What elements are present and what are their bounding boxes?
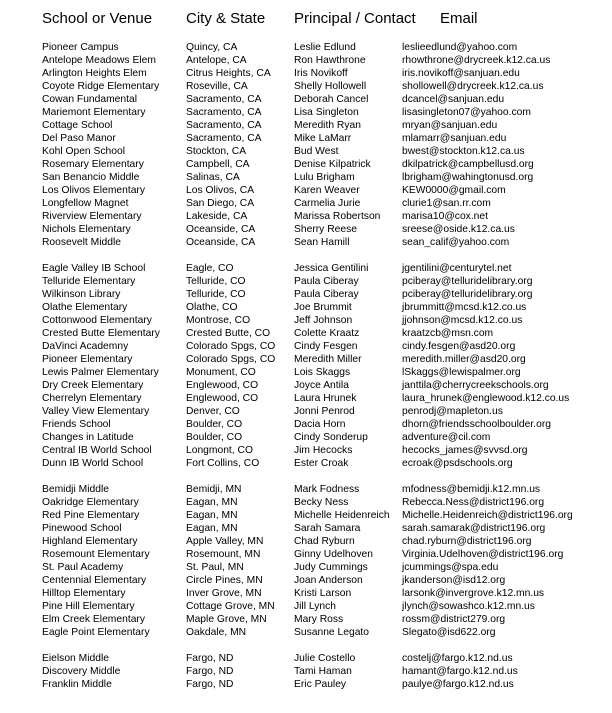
school-name: Cowan Fundamental — [42, 94, 138, 105]
email-address: dcancel@sanjuan.edu — [402, 94, 505, 105]
city-state: Denver, CO — [186, 406, 240, 417]
school-name: Pioneer Elementary — [42, 354, 133, 365]
email-address: laura_hrunek@englewood.k12.co.us — [402, 393, 570, 404]
email-address: dkilpatrick@campbellusd.org — [402, 159, 534, 170]
table-row — [0, 197, 612, 210]
school-name: Cherrelyn Elementary — [42, 393, 142, 404]
city-state: Fort Collins, CO — [186, 458, 260, 469]
city-state: Fargo, ND — [186, 679, 234, 690]
minnesota-group — [0, 483, 612, 639]
school-name: Lewis Palmer Elementary — [42, 367, 159, 378]
table-row — [0, 54, 612, 67]
table-row — [0, 587, 612, 600]
school-name: Highland Elementary — [42, 536, 138, 547]
city-state: Cottage Grove, MN — [186, 601, 275, 612]
column-header-row — [0, 10, 612, 30]
contact-name: Cindy Sonderup — [294, 432, 368, 443]
table-row — [0, 600, 612, 613]
email-address: jjohnson@mcsd.k12.co.us — [402, 315, 523, 326]
contact-name: Shelly Hollowell — [294, 81, 367, 92]
email-address: iris.novikoff@sanjuan.edu — [402, 68, 520, 79]
school-name: Longfellow Magnet — [42, 198, 129, 209]
table-row — [0, 626, 612, 639]
contact-name: Mike LaMarr — [294, 133, 352, 144]
contact-name: Carmelia Jurie — [294, 198, 361, 209]
contact-name: Jessica Gentilini — [294, 263, 369, 274]
city-state: Boulder, CO — [186, 419, 243, 430]
school-name: Del Paso Manor — [42, 133, 116, 144]
school-name: Oakridge Elementary — [42, 497, 139, 508]
table-row — [0, 548, 612, 561]
school-name: Dry Creek Elementary — [42, 380, 144, 391]
contact-name: Tami Haman — [294, 666, 352, 677]
school-name: Changes in Latitude — [42, 432, 134, 443]
contact-name: Dacia Horn — [294, 419, 346, 430]
email-address: pciberay@telluridelibrary.org — [402, 276, 533, 287]
email-address: sreese@oside.k12.ca.us — [402, 224, 515, 235]
contact-name: Joe Brummit — [294, 302, 352, 313]
email-address: larsonk@invergrove.k12.mn.us — [402, 588, 545, 599]
email-address: jgentilini@centurytel.net — [402, 263, 512, 274]
school-name: Pinewood School — [42, 523, 122, 534]
city-state: Oceanside, CA — [186, 237, 256, 248]
email-address: mryan@sanjuan.edu — [402, 120, 498, 131]
contact-name: Jill Lynch — [294, 601, 336, 612]
school-name: San Benancio Middle — [42, 172, 140, 183]
contact-name: Paula Ciberay — [294, 289, 359, 300]
city-state: Bemidji, MN — [186, 484, 242, 495]
contact-name: Marissa Robertson — [294, 211, 381, 222]
table-row — [0, 210, 612, 223]
city-state: Oceanside, CA — [186, 224, 256, 235]
city-state: Eagan, MN — [186, 510, 238, 521]
city-state: Oakdale, MN — [186, 627, 247, 638]
contact-name: Cindy Fesgen — [294, 341, 358, 352]
city-state: Eagle, CO — [186, 263, 234, 274]
city-state: St. Paul, MN — [186, 562, 244, 573]
city-state: Sacramento, CA — [186, 120, 262, 131]
california-group — [0, 41, 612, 249]
email-address: jlynch@sowashco.k12.mn.us — [402, 601, 535, 612]
email-address: bwest@stockton.k12.ca.us — [402, 146, 525, 157]
table-row — [0, 275, 612, 288]
city-state: Eagan, MN — [186, 497, 238, 508]
contact-name: Lois Skaggs — [294, 367, 351, 378]
table-row — [0, 418, 612, 431]
contact-name: Meredith Miller — [294, 354, 362, 365]
email-address: Slegato@isd622.org — [402, 627, 496, 638]
school-name: Pioneer Campus — [42, 42, 119, 53]
school-name: Eielson Middle — [42, 653, 109, 664]
school-name: Red Pine Elementary — [42, 510, 140, 521]
school-name: Coyote Ridge Elementary — [42, 81, 160, 92]
contact-name: Mark Fodness — [294, 484, 360, 495]
city-state: Los Olivos, CA — [186, 185, 255, 196]
email-address: Virginia.Udelhoven@district196.org — [402, 549, 564, 560]
contact-name: Michelle Heidenreich — [294, 510, 390, 521]
email-address: kraatzcb@msn.com — [402, 328, 494, 339]
school-name: Mariemont Elementary — [42, 107, 146, 118]
header-school: School or Venue — [42, 10, 153, 27]
school-name: Rosemount Elementary — [42, 549, 150, 560]
contact-name: Lisa Singleton — [294, 107, 359, 118]
school-name: Telluride Elementary — [42, 276, 136, 287]
email-address: leslieedlund@yahoo.com — [402, 42, 518, 53]
contact-name: Becky Ness — [294, 497, 349, 508]
table-row — [0, 106, 612, 119]
email-address: lSkaggs@lewispalmer.org — [402, 367, 521, 378]
city-state: Citrus Heights, CA — [186, 68, 271, 79]
table-row — [0, 145, 612, 158]
contact-name: Laura Hrunek — [294, 393, 357, 404]
table-row — [0, 613, 612, 626]
contact-name: Kristi Larson — [294, 588, 352, 599]
city-state: Montrose, CO — [186, 315, 251, 326]
city-state: Colorado Spgs, CO — [186, 354, 276, 365]
table-row — [0, 236, 612, 249]
school-name: Arlington Heights Elem — [42, 68, 147, 79]
city-state: Sacramento, CA — [186, 133, 262, 144]
email-address: shollowell@drycreek.k12.ca.us — [402, 81, 544, 92]
email-address: janttila@cherrycreekschools.org — [402, 380, 549, 391]
city-state: Eagan, MN — [186, 523, 238, 534]
school-directory-table — [0, 41, 612, 704]
table-row — [0, 678, 612, 691]
email-address: lbrigham@wahingtonusd.org — [402, 172, 534, 183]
table-row — [0, 509, 612, 522]
table-row — [0, 535, 612, 548]
contact-name: Paula Ciberay — [294, 276, 359, 287]
email-address: rossm@district279.org — [402, 614, 506, 625]
table-row — [0, 262, 612, 275]
table-row — [0, 353, 612, 366]
header-city-state: City & State — [186, 10, 266, 27]
table-row — [0, 379, 612, 392]
school-name: Friends School — [42, 419, 111, 430]
school-name: Valley View Elementary — [42, 406, 150, 417]
table-row — [0, 41, 612, 54]
contact-name: Iris Novikoff — [294, 68, 348, 79]
school-name: Riverview Elementary — [42, 211, 142, 222]
email-address: chad.ryburn@district196.org — [402, 536, 532, 547]
email-address: sarah.samarak@district196.org — [402, 523, 546, 534]
table-row — [0, 288, 612, 301]
email-address: meredith.miller@asd20.org — [402, 354, 526, 365]
table-row — [0, 457, 612, 470]
table-row — [0, 184, 612, 197]
email-address: lisasingleton07@yahoo.com — [402, 107, 531, 118]
city-state: Longmont, CO — [186, 445, 253, 456]
table-row — [0, 483, 612, 496]
contact-name: Jeff Johnson — [294, 315, 353, 326]
table-row — [0, 366, 612, 379]
email-address: KEW0000@gmail.com — [402, 185, 506, 196]
table-row — [0, 314, 612, 327]
school-name: Nichols Elementary — [42, 224, 131, 235]
school-name: Kohl Open School — [42, 146, 126, 157]
school-name: Hilltop Elementary — [42, 588, 126, 599]
email-address: Rebecca.Ness@district196.org — [402, 497, 545, 508]
city-state: Rosemount, MN — [186, 549, 261, 560]
city-state: Antelope, CA — [186, 55, 247, 66]
header-contact: Principal / Contact — [294, 10, 416, 27]
email-address: mfodness@bemidji.k12.mn.us — [402, 484, 541, 495]
table-row — [0, 652, 612, 665]
contact-name: Denise Kilpatrick — [294, 159, 371, 170]
contact-name: Joyce Antila — [294, 380, 349, 391]
school-name: Eagle Valley IB School — [42, 263, 146, 274]
school-name: Los Olivos Elementary — [42, 185, 146, 196]
email-address: dhorn@friendsschoolboulder.org — [402, 419, 551, 430]
city-state: Englewood, CO — [186, 393, 259, 404]
contact-name: Julie Costello — [294, 653, 356, 664]
school-name: Centennial Elementary — [42, 575, 147, 586]
city-state: Quincy, CA — [186, 42, 238, 53]
city-state: Colorado Spgs, CO — [186, 341, 276, 352]
table-row — [0, 158, 612, 171]
table-row — [0, 665, 612, 678]
city-state: Fargo, ND — [186, 653, 234, 664]
email-address: ecroak@psdschools.org — [402, 458, 513, 469]
school-name: Elm Creek Elementary — [42, 614, 145, 625]
email-address: Michelle.Heidenreich@district196.org — [402, 510, 573, 521]
city-state: Inver Grove, MN — [186, 588, 262, 599]
email-address: mlamarr@sanjuan.edu — [402, 133, 507, 144]
city-state: Roseville, CA — [186, 81, 248, 92]
school-name: Franklin Middle — [42, 679, 112, 690]
school-name: Pine Hill Elementary — [42, 601, 135, 612]
city-state: Campbell, CA — [186, 159, 250, 170]
school-name: Cottonwood Elementary — [42, 315, 152, 326]
email-address: pciberay@telluridelibrary.org — [402, 289, 533, 300]
table-row — [0, 67, 612, 80]
email-address: costelj@fargo.k12.nd.us — [402, 653, 513, 664]
table-row — [0, 119, 612, 132]
table-row — [0, 171, 612, 184]
contact-name: Karen Weaver — [294, 185, 360, 196]
contact-name: Susanne Legato — [294, 627, 370, 638]
city-state: Fargo, ND — [186, 666, 234, 677]
table-row — [0, 392, 612, 405]
contact-name: Jonni Penrod — [294, 406, 355, 417]
city-state: Maple Grove, MN — [186, 614, 267, 625]
contact-name: Judy Cummings — [294, 562, 368, 573]
table-row — [0, 132, 612, 145]
contact-name: Jim Hecocks — [294, 445, 353, 456]
school-name: Central IB World School — [42, 445, 152, 456]
email-address: rhowthrone@drycreek.k12.ca.us — [402, 55, 551, 66]
contact-name: Deborah Cancel — [294, 94, 369, 105]
school-name: Antelope Meadows Elem — [42, 55, 156, 66]
email-address: clurie1@san.rr.com — [402, 198, 491, 209]
contact-name: Colette Kraatz — [294, 328, 360, 339]
city-state: Boulder, CO — [186, 432, 243, 443]
contact-name: Joan Anderson — [294, 575, 363, 586]
contact-name: Mary Ross — [294, 614, 344, 625]
contact-name: Ron Hawthrone — [294, 55, 366, 66]
colorado-group — [0, 262, 612, 470]
city-state: San Diego, CA — [186, 198, 255, 209]
north-dakota-group — [0, 652, 612, 691]
city-state: Stockton, CA — [186, 146, 247, 157]
table-row — [0, 301, 612, 314]
table-row — [0, 431, 612, 444]
header-email: Email — [440, 10, 478, 27]
table-row — [0, 93, 612, 106]
email-address: cindy.fesgen@asd20.org — [402, 341, 516, 352]
email-address: hamant@fargo.k12.nd.us — [402, 666, 518, 677]
table-row — [0, 327, 612, 340]
city-state: Englewood, CO — [186, 380, 259, 391]
email-address: sean_calif@yahoo.com — [402, 237, 510, 248]
table-row — [0, 522, 612, 535]
contact-name: Chad Ryburn — [294, 536, 355, 547]
table-row — [0, 574, 612, 587]
school-name: St. Paul Academy — [42, 562, 124, 573]
contact-name: Lulu Brigham — [294, 172, 355, 183]
table-row — [0, 80, 612, 93]
email-address: penrodj@mapleton.us — [402, 406, 503, 417]
contact-name: Ester Croak — [294, 458, 349, 469]
contact-name: Eric Pauley — [294, 679, 347, 690]
table-row — [0, 223, 612, 236]
contact-name: Sherry Reese — [294, 224, 357, 235]
table-row — [0, 405, 612, 418]
email-address: jcummings@spa.edu — [402, 562, 499, 573]
table-row — [0, 561, 612, 574]
contact-name: Bud West — [294, 146, 339, 157]
school-name: Olathe Elementary — [42, 302, 128, 313]
contact-name: Ginny Udelhoven — [294, 549, 373, 560]
contact-name: Sarah Samara — [294, 523, 361, 534]
school-name: Crested Butte Elementary — [42, 328, 160, 339]
school-name: Wilkinson Library — [42, 289, 121, 300]
email-address: jbrummitt@mcsd.k12.co.us — [402, 302, 527, 313]
table-row — [0, 496, 612, 509]
school-name: Dunn IB World School — [42, 458, 144, 469]
school-name: Discovery Middle — [42, 666, 121, 677]
school-name: Cottage School — [42, 120, 113, 131]
email-address: hecocks_james@svvsd.org — [402, 445, 528, 456]
city-state: Monument, CO — [186, 367, 256, 378]
city-state: Sacramento, CA — [186, 94, 262, 105]
contact-name: Leslie Edlund — [294, 42, 356, 53]
city-state: Sacramento, CA — [186, 107, 262, 118]
email-address: adventure@cil.com — [402, 432, 491, 443]
email-address: paulye@fargo.k12.nd.us — [402, 679, 514, 690]
table-row — [0, 444, 612, 457]
contact-name: Meredith Ryan — [294, 120, 361, 131]
city-state: Circle Pines, MN — [186, 575, 263, 586]
school-name: Eagle Point Elementary — [42, 627, 150, 638]
school-name: Roosevelt Middle — [42, 237, 121, 248]
city-state: Lakeside, CA — [186, 211, 248, 222]
city-state: Salinas, CA — [186, 172, 240, 183]
table-row — [0, 340, 612, 353]
city-state: Telluride, CO — [186, 289, 246, 300]
email-address: marisa10@cox.net — [402, 211, 489, 222]
school-name: Bemidji Middle — [42, 484, 109, 495]
contact-name: Sean Hamill — [294, 237, 350, 248]
school-name: Rosemary Elementary — [42, 159, 144, 170]
email-address: jkanderson@isd12.org — [402, 575, 506, 586]
city-state: Crested Butte, CO — [186, 328, 271, 339]
city-state: Telluride, CO — [186, 276, 246, 287]
city-state: Apple Valley, MN — [186, 536, 264, 547]
school-name: DaVinci Academny — [42, 341, 129, 352]
city-state: Olathe, CO — [186, 302, 238, 313]
